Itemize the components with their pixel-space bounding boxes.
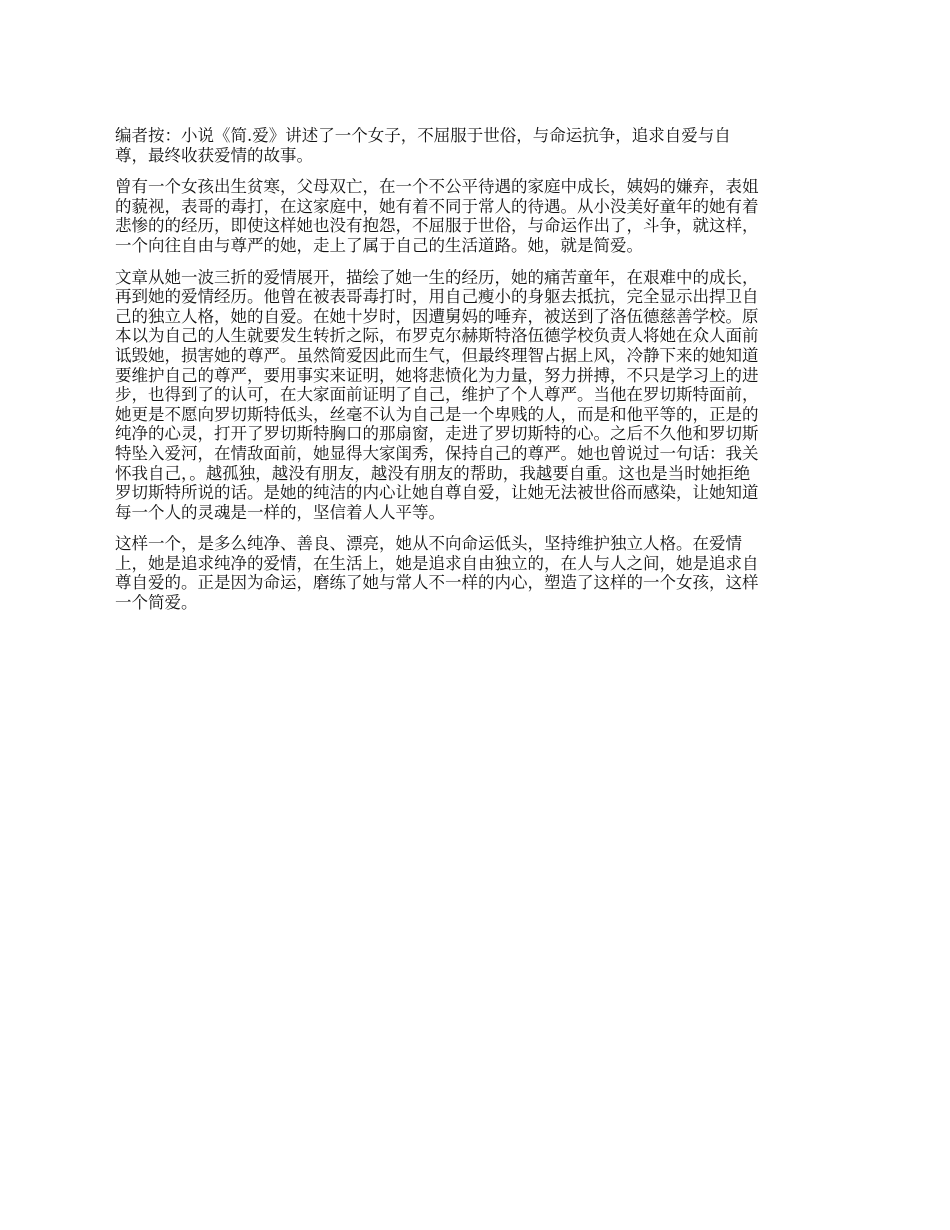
editor-note-paragraph: 编者按：小说《简.爱》讲述了一个女子，不屈服于世俗，与命运抗争，追求自爱与自 尊，最终收获爱情的故事。 (115, 126, 731, 165)
body-paragraph: 这样一个，是多么纯净、善良、漂亮，她从不向命运低头，坚持维护独立人格。在爱情 上，她是追求纯净的爱情，在生活上，她是追求自由独立的，在人与人之间，她是追求自 尊自爱的。正是因为命运，磨练了她与常人不一样的内心，塑造了这样的一个女孩，这样 一个简爱。 (115, 534, 759, 613)
body-paragraph: 曾有一个女孩出生贫寒，父母双亡，在一个不公平待遇的家庭中成长，姨妈的嫌弃，表姐 的藐视，表哥的毒打，在这家庭中，她有着不同于常人的待遇。从小没美好童年的她有着 悲惨的的经历，即使这样她也没有抱怨，不屈服于世俗，与命运作出了，斗争，就这样， 一个向往自由与尊严的她，走上了属于自己的生活道路。她，就是简爱。 (115, 177, 759, 255)
document-body (115, 126, 839, 625)
body-paragraph: 文章从她一波三折的爱情展开，描绘了她一生的经历，她的痛苦童年，在艰难中的成长， 再到她的爱情经历。他曾在被表哥毒打时，用自己瘦小的身躯去抵抗，完全显示出捍卫自 己的独立人格，她的自爱。在她十岁时，因遭舅妈的唾弃，被送到了洛伍德慈善学校。原 本以为自己的人生就要发生转折之际，布罗克尔赫斯特洛伍德学校负责人将她在众人面前 诋毁她，损害她的尊严。虽然简爱因此而生气，但最终理智占据上风，冷静下来的她知道 要维护自己的尊严，要用事实来证明，她将悲愤化为力量，努力拼搏，不只是学习上的进 步，也得到了的认可，在大家面前证明了自己，维护了个人尊严。当他在罗切斯特面前， 她更是不愿向罗切斯特低头，丝毫不认为自己是一个卑贱的人，而是和他平等的，正是的 纯净的心灵，打开了罗切斯特胸口的那扇窗，走进了罗切斯特的心。之后不久他和罗切斯 特坠入爱河，在情敌面前，她显得大家闺秀，保持自己的尊严。她也曾说过一句话：我关 怀我自己，。越孤独，越没有朋友，越没有朋友的帮助，我越要自重。这也是当时她拒绝 罗切斯特所说的话。是她的纯洁的内心让她自尊自爱，让她无法被世俗而感染，让她知道 每一个人的灵魂是一样的，坚信着人人平等。 (115, 267, 759, 522)
